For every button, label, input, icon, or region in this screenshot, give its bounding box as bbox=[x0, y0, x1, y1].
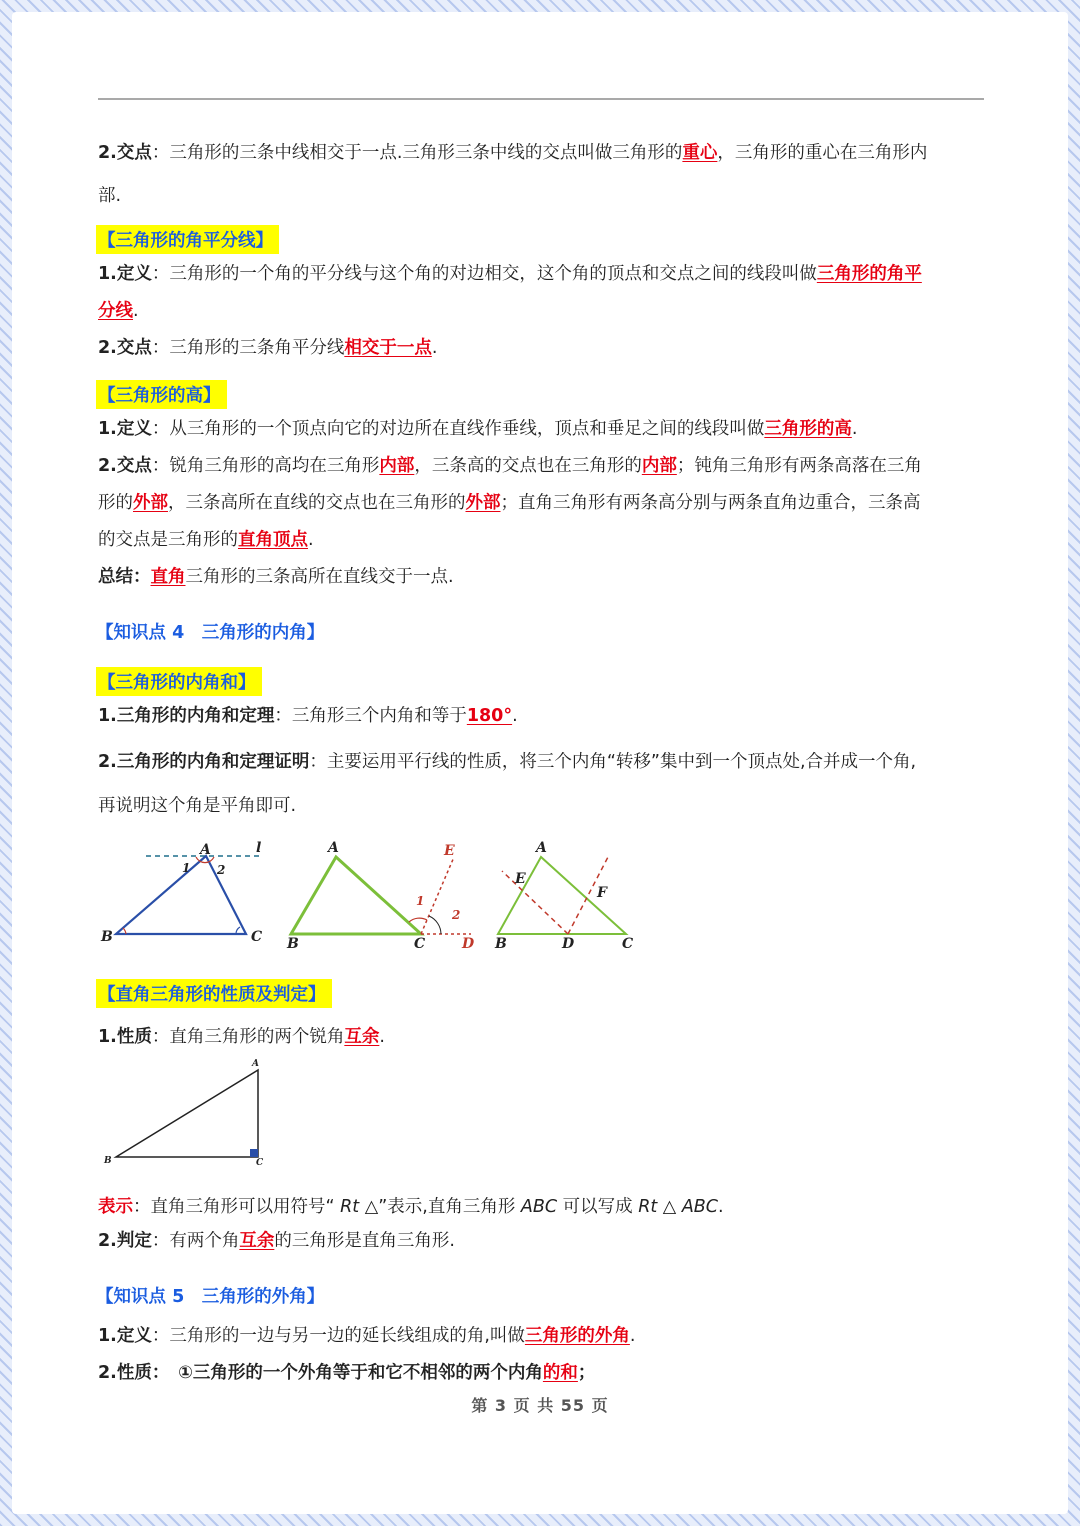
fig4-label-B: B bbox=[104, 1156, 112, 1166]
fig3-label-B: B bbox=[495, 936, 507, 952]
fig3-label-F: F bbox=[597, 885, 607, 901]
heading-bisector: 【三角形的角平分线】 bbox=[96, 225, 279, 254]
angle-sum-proof-cont: 再说明这个角是平角即可. bbox=[98, 796, 297, 816]
altitude-intersection-cont2: 的交点是三角形的直角顶点. bbox=[98, 530, 314, 550]
header-rule bbox=[98, 98, 984, 100]
heading-angle-sum: 【三角形的内角和】 bbox=[96, 667, 262, 696]
fig2-angle-1: 1 bbox=[416, 894, 425, 908]
exterior-angle-property: 2.性质： ①三角形的一个外角等于和它不相邻的两个内角的和； bbox=[98, 1363, 596, 1383]
fig4-label-C: C bbox=[256, 1158, 264, 1168]
altitude-definition: 1.定义：从三角形的一个顶点向它的对边所在直线作垂线，顶点和垂足之间的线段叫做三角形的高. bbox=[98, 419, 858, 439]
page-number: 第 3 页 共 55 页 bbox=[471, 1396, 609, 1415]
angle-sum-theorem: 1.三角形的内角和定理：三角形三个内角和等于180°. bbox=[98, 706, 518, 726]
fig1-angle-1: 1 bbox=[182, 861, 191, 875]
exterior-angle-definition: 1.定义：三角形的一边与另一边的延长线组成的角,叫做三角形的外角. bbox=[98, 1326, 636, 1346]
bisector-intersection: 2.交点：三角形的三条角平分线相交于一点. bbox=[98, 338, 438, 358]
fig3-label-A: A bbox=[536, 840, 547, 856]
bisector-definition: 1.定义：三角形的一个角的平分线与这个角的对边相交，这个角的顶点和交点之间的线段叫做三角形的角平 bbox=[98, 264, 922, 284]
altitude-summary: 总结：直角三角形的三条高所在直线交于一点. bbox=[98, 567, 454, 587]
fig4-label-A: A bbox=[252, 1059, 259, 1069]
figure-extension-line bbox=[286, 840, 475, 952]
altitude-intersection-cont: 形的外部，三条高所在直线的交点也在三角形的外部；直角三角形有两条高分别与两条直角边重合，三条高 bbox=[98, 493, 921, 513]
proof-figures bbox=[96, 835, 656, 960]
fig3-label-C: C bbox=[622, 936, 634, 952]
fig2-angle-2: 2 bbox=[452, 908, 461, 922]
altitude-intersection: 2.交点：锐角三角形的高均在三角形内部，三条高的交点也在三角形的内部；钝角三角形有两条高落在三角 bbox=[98, 456, 922, 476]
fig1-label-A: A bbox=[200, 842, 211, 858]
knowledge-point-4: 【知识点 4 三角形的内角】 bbox=[96, 623, 325, 643]
bisector-definition-cont: 分线. bbox=[98, 301, 139, 321]
fig3-label-E: E bbox=[515, 871, 526, 887]
right-triangle-property: 1.性质：直角三角形的两个锐角互余. bbox=[98, 1027, 385, 1047]
angle-sum-proof: 2.三角形的内角和定理证明：主要运用平行线的性质，将三个内角“转移”集中到一个顶点处,合并成一个角, bbox=[98, 752, 917, 772]
right-triangle-judgment: 2.判定：有两个角互余的三角形是直角三角形. bbox=[98, 1231, 455, 1251]
fig2-label-A: A bbox=[328, 840, 339, 856]
figure-parallel-triangle bbox=[494, 840, 633, 952]
right-triangle-notation: 表示：直角三角形可以用符号“ Rt △”表示,直角三角形 ABC 可以写成 Rt △ ABC. bbox=[98, 1197, 724, 1217]
fig1-label-C: C bbox=[251, 929, 263, 945]
heading-right-triangle: 【直角三角形的性质及判定】 bbox=[96, 979, 332, 1008]
fig3-label-D: D bbox=[562, 936, 575, 952]
fig2-label-C: C bbox=[414, 936, 426, 952]
knowledge-point-5: 【知识点 5 三角形的外角】 bbox=[96, 1287, 325, 1307]
median-intersection-cont: 部. bbox=[98, 186, 122, 206]
median-intersection: 2.交点：三角形的三条中线相交于一点.三角形三条中线的交点叫做三角形的重心，三角形的重心在三角形内 bbox=[98, 143, 928, 163]
heading-altitude: 【三角形的高】 bbox=[96, 380, 227, 409]
fig2-label-D: D bbox=[462, 936, 475, 952]
right-triangle-figure bbox=[98, 1055, 278, 1170]
fig1-label-l: l bbox=[256, 840, 262, 856]
fig1-angle-2: 2 bbox=[217, 863, 226, 877]
figure-parallel-line bbox=[100, 840, 262, 945]
fig2-label-B: B bbox=[287, 936, 299, 952]
fig2-label-E: E bbox=[444, 843, 455, 859]
fig1-label-B: B bbox=[101, 929, 113, 945]
